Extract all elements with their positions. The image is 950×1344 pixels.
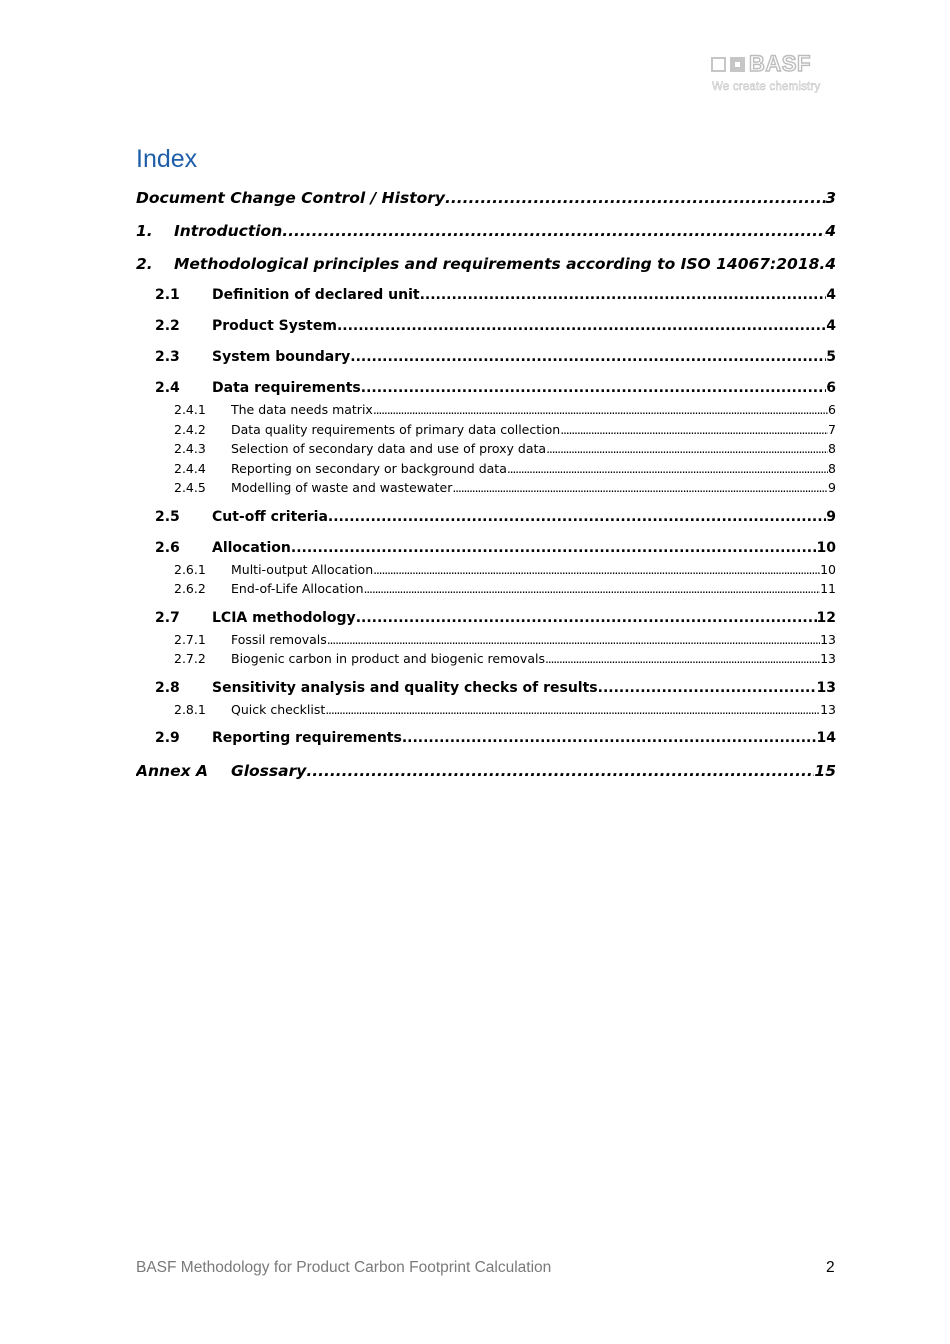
toc-entry-page: 15: [814, 762, 836, 780]
toc-leader: [373, 562, 820, 577]
toc-entry[interactable]: [136, 480, 836, 495]
toc-entry-title: Selection of secondary data and use of proxy data: [231, 441, 547, 456]
toc-entry[interactable]: [136, 422, 836, 437]
toc-leader: [327, 632, 820, 647]
toc-entry[interactable]: [136, 702, 836, 717]
toc-entry-title: Document Change Control / History: [136, 189, 445, 207]
toc-entry-number: 2.4.3: [174, 441, 206, 456]
toc-entry-title: LCIA methodology: [212, 610, 356, 626]
toc-entry-number: Annex A: [136, 762, 208, 780]
toc-entry-number: 2.8.1: [174, 702, 206, 717]
logo-square-filled-icon: [730, 57, 745, 72]
toc-entry-title: Reporting on secondary or background data: [231, 461, 507, 476]
toc-entry-page: 8: [828, 461, 836, 476]
toc-entry-title: The data needs matrix: [231, 402, 373, 417]
toc-entry-page: 13: [820, 702, 836, 717]
toc-entry-number: 2.2: [155, 318, 180, 334]
toc-entry-title: Sensitivity analysis and quality checks of results: [212, 680, 598, 696]
toc-entry-page: 7: [828, 422, 836, 437]
page-title: Index: [136, 145, 198, 173]
toc-entry-number: 2.1: [155, 287, 180, 303]
toc-entry[interactable]: [136, 380, 836, 396]
toc-entry-page: 11: [820, 581, 836, 596]
toc-entry-page: 3: [825, 189, 836, 207]
toc-entry[interactable]: [136, 189, 836, 207]
toc-entry-page: 9: [828, 480, 836, 495]
toc-entry-page: 4: [826, 287, 836, 303]
toc-entry-number: 2.7: [155, 610, 180, 626]
toc-entry-number: 2.7.2: [174, 651, 206, 666]
toc-leader: [507, 461, 828, 476]
toc-leader: [361, 380, 827, 396]
toc-leader: [546, 441, 828, 456]
toc-leader: [545, 651, 820, 666]
toc-entry-number: 2.4.5: [174, 480, 206, 495]
toc-entry-page: 13: [820, 651, 836, 666]
toc-entry-page: 8: [828, 441, 836, 456]
logo-square-outline-icon: [711, 57, 726, 72]
toc-entry-title: Biogenic carbon in product and biogenic removals: [231, 651, 545, 666]
toc-entry-page: 13: [816, 680, 836, 696]
toc-leader: [598, 680, 817, 696]
toc-entry-page: 4: [825, 255, 836, 273]
toc-entry-title: Definition of declared unit: [212, 287, 420, 303]
toc-entry-number: 2.4.1: [174, 402, 206, 417]
toc-entry-title: End-of-Life Allocation: [231, 581, 364, 596]
logo-tagline: We create chemistry: [712, 81, 821, 93]
toc-leader: [282, 222, 825, 240]
toc-leader: [350, 349, 826, 365]
toc-entry[interactable]: [136, 730, 836, 746]
toc-leader: [325, 702, 820, 717]
toc-entry-number: 2.4: [155, 380, 180, 396]
toc-entry[interactable]: [136, 762, 836, 780]
toc-entry[interactable]: [136, 402, 836, 417]
toc-leader: [291, 540, 817, 556]
toc-entry-title: System boundary: [212, 349, 351, 365]
logo-wordmark: BASF: [749, 51, 811, 76]
toc-entry-page: 5: [826, 349, 836, 365]
toc-entry-number: 2.6: [155, 540, 180, 556]
footer-page-number: 2: [826, 1259, 835, 1276]
toc-leader: [560, 422, 828, 437]
toc-leader: [445, 189, 825, 207]
toc-entry-number: 2.8: [155, 680, 180, 696]
toc-leader: [373, 402, 828, 417]
footer-document-title: BASF Methodology for Product Carbon Footprint Calculation: [136, 1259, 552, 1276]
toc-entry-title: Methodological principles and requirements according to ISO 14067:2018: [174, 255, 820, 273]
toc-entry-number: 2.: [136, 255, 153, 273]
toc-entry-number: 2.4.2: [174, 422, 206, 437]
toc-entry[interactable]: [136, 632, 836, 647]
toc-entry-title: Product System: [212, 318, 337, 334]
toc-entry-page: 6: [826, 380, 836, 396]
toc-entry[interactable]: [136, 610, 836, 626]
toc-entry-page: 10: [820, 562, 836, 577]
toc-entry[interactable]: [136, 651, 836, 666]
toc-entry-page: 13: [820, 632, 836, 647]
toc-entry-page: 6: [828, 402, 836, 417]
toc-entry-page: 12: [816, 610, 836, 626]
toc-leader: [356, 610, 817, 626]
toc-entry-number: 2.5: [155, 509, 180, 525]
toc-entry[interactable]: [136, 540, 836, 556]
toc-entry-title: Multi-output Allocation: [231, 562, 374, 577]
toc-entry[interactable]: [136, 255, 836, 273]
basf-logo: [711, 51, 831, 98]
toc-entry[interactable]: [136, 562, 836, 577]
toc-entry-number: 2.6.2: [174, 581, 206, 596]
toc-entry-number: 2.7.1: [174, 632, 206, 647]
toc-entry-title: Reporting requirements: [212, 730, 402, 746]
toc-entry-page: 4: [826, 318, 836, 334]
toc-leader: [337, 318, 826, 334]
toc-entry[interactable]: [136, 680, 836, 696]
toc-leader: [420, 287, 827, 303]
toc-entry[interactable]: [136, 222, 836, 240]
toc-entry-number: 2.3: [155, 349, 180, 365]
toc-leader: [402, 730, 817, 746]
toc-entry-title: Quick checklist: [231, 702, 326, 717]
toc-entry-page: 14: [816, 730, 836, 746]
toc-entry-page: 9: [826, 509, 836, 525]
toc-entry-title: Glossary: [231, 762, 307, 780]
toc-entry-page: 10: [816, 540, 836, 556]
toc-leader: [306, 762, 814, 780]
toc-leader: [328, 509, 826, 525]
toc-entry[interactable]: [136, 509, 836, 525]
toc-entry-title: Cut-off criteria: [212, 509, 328, 525]
toc-entry-page: 4: [825, 222, 836, 240]
toc-entry-number: 2.4.4: [174, 461, 206, 476]
basf-logo-mark: [711, 51, 811, 76]
toc-leader: [364, 581, 821, 596]
toc-entry[interactable]: [136, 287, 836, 303]
toc-entry-title: Fossil removals: [231, 632, 327, 647]
toc-leader: [452, 480, 828, 495]
toc-entry[interactable]: [136, 581, 836, 596]
toc-entry-number: 2.9: [155, 730, 180, 746]
toc-entry-title: Data requirements: [212, 380, 361, 396]
toc-entry[interactable]: [136, 461, 836, 476]
toc-entry-title: Data quality requirements of primary data collection: [231, 422, 561, 437]
toc-entry-number: 2.6.1: [174, 562, 206, 577]
toc-entry[interactable]: [136, 441, 836, 456]
toc-entry[interactable]: [136, 318, 836, 334]
toc-entry-title: Introduction: [174, 222, 283, 240]
toc-entry-title: Allocation: [212, 540, 291, 556]
toc-entry-title: Modelling of waste and wastewater: [231, 480, 453, 495]
toc-entry-number: 1.: [136, 222, 153, 240]
toc-entry[interactable]: [136, 349, 836, 365]
